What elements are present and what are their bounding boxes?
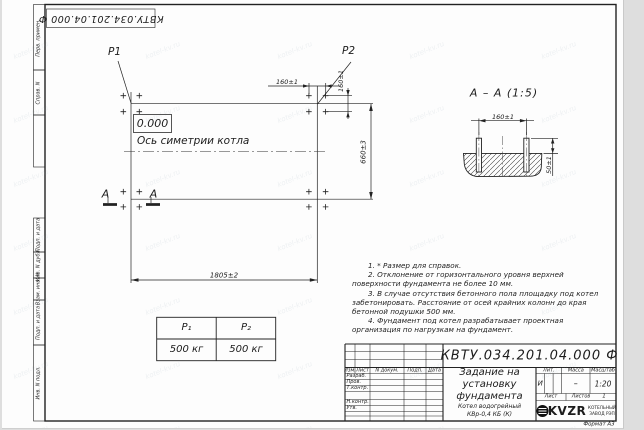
- section-letter-a-1: А: [101, 187, 110, 200]
- drawing-title-line1: Задание на: [459, 367, 520, 378]
- sheets-label: Листов: [571, 393, 591, 400]
- loads-table-value-p2: 500 кг: [229, 344, 263, 355]
- sheets-value: 1: [602, 393, 606, 400]
- sign-row-checked: Пров.: [346, 379, 362, 386]
- margin-label-podp-data-2: Подп. и дата: [35, 305, 42, 340]
- note-item-3: 3. В случае отсутствия бетонного пола площадку под котел забетонировать. Расстояние от осей крайних колонн до края бетонной подушки 500 мм.: [352, 288, 599, 317]
- note-item-2: 2. Отклонение от горизонтального уровня верхней поверхности фундамента не более 10 мм.: [352, 270, 564, 289]
- col-header-date: Дата: [428, 367, 441, 374]
- margin-label-inv-podl: Инв. N подл.: [35, 366, 42, 400]
- dim-bolt-spacing-v: 160±1: [336, 69, 345, 92]
- margin-label-podp-data-1: Подп. и дата: [35, 217, 42, 253]
- col-header-sign: Подп.: [407, 367, 423, 374]
- lit-value: И: [537, 379, 543, 387]
- sign-row-developed: Разраб.: [346, 373, 367, 380]
- note-item-1: 1. * Размер для справок.: [368, 261, 462, 270]
- section-title: А – А (1:5): [469, 86, 539, 99]
- scale-label: Масштаб: [591, 367, 615, 374]
- mass-label: Масса: [567, 367, 584, 374]
- format-label: Формат А3: [583, 420, 615, 427]
- company-name-line1: КОТЕЛЬНЫЙ: [587, 405, 617, 411]
- kvzr-logo-text: KVZR: [547, 404, 587, 418]
- sign-row-approved: Утв.: [346, 405, 357, 412]
- sign-row-tcontrol: Т.контр.: [346, 385, 369, 392]
- watermark-overlay: [2, 0, 623, 428]
- dim-length-1805: 1805±2: [209, 271, 239, 279]
- mass-value: –: [573, 378, 578, 388]
- drawing-title-line3: фундамента: [456, 391, 523, 402]
- company-name-line2: ЗАВОД РЭП: [589, 411, 615, 417]
- loads-table-value-p1: 500 кг: [169, 344, 204, 355]
- dim-bolt-spacing-h: 160±1: [276, 77, 298, 86]
- section-dim-50: 50±1: [544, 156, 553, 174]
- load-point-label-p2: P2: [342, 45, 356, 57]
- product-name-line2: КВр-0,4 КБ (К): [466, 410, 513, 418]
- col-header-doc: N докум.: [375, 367, 399, 374]
- doc-number: КВТУ.034.201.04.000 Ф: [440, 348, 619, 364]
- col-header-list: Лист: [356, 367, 369, 374]
- dim-width-660: 660±3: [359, 139, 368, 164]
- technical-notes: [352, 261, 610, 335]
- note-item-4: 4. Фундамент под котел разрабатывает проектная организация по нагрузкам на фундамент.: [352, 316, 564, 335]
- boiler-axis-label: Ось симетрии котла: [137, 134, 250, 147]
- margin-label-vzam-inv: Взам. инв. N: [35, 272, 42, 306]
- col-header-izm: Изм.: [344, 367, 356, 374]
- lit-label: Лит.: [543, 367, 555, 374]
- section-letter-a-2: А: [149, 187, 158, 200]
- margin-label-sprav-n: Справ. N: [35, 81, 42, 104]
- margin-label-inv-dubl: Инв. N дубл.: [35, 248, 42, 282]
- product-name-line1: Котел водогрейный: [458, 403, 521, 410]
- level-mark: 0.000: [133, 114, 172, 133]
- margin-label-perv-primen: Перв. примен.: [35, 18, 42, 57]
- drawing-title-line2: установку: [462, 379, 517, 390]
- scale-value: 1:20: [594, 378, 612, 388]
- loads-table-header-p1: P₁: [181, 322, 192, 333]
- corner-doc-number: КВТУ.034.201.04.000 Ф: [38, 12, 164, 24]
- sign-row-ncontrol: Н.контр.: [346, 399, 369, 406]
- sheet-label: Лист: [544, 393, 558, 400]
- section-dim-160: 160±1: [492, 112, 514, 121]
- load-point-label-p1: P1: [108, 46, 122, 58]
- loads-table-header-p2: P₂: [240, 322, 252, 333]
